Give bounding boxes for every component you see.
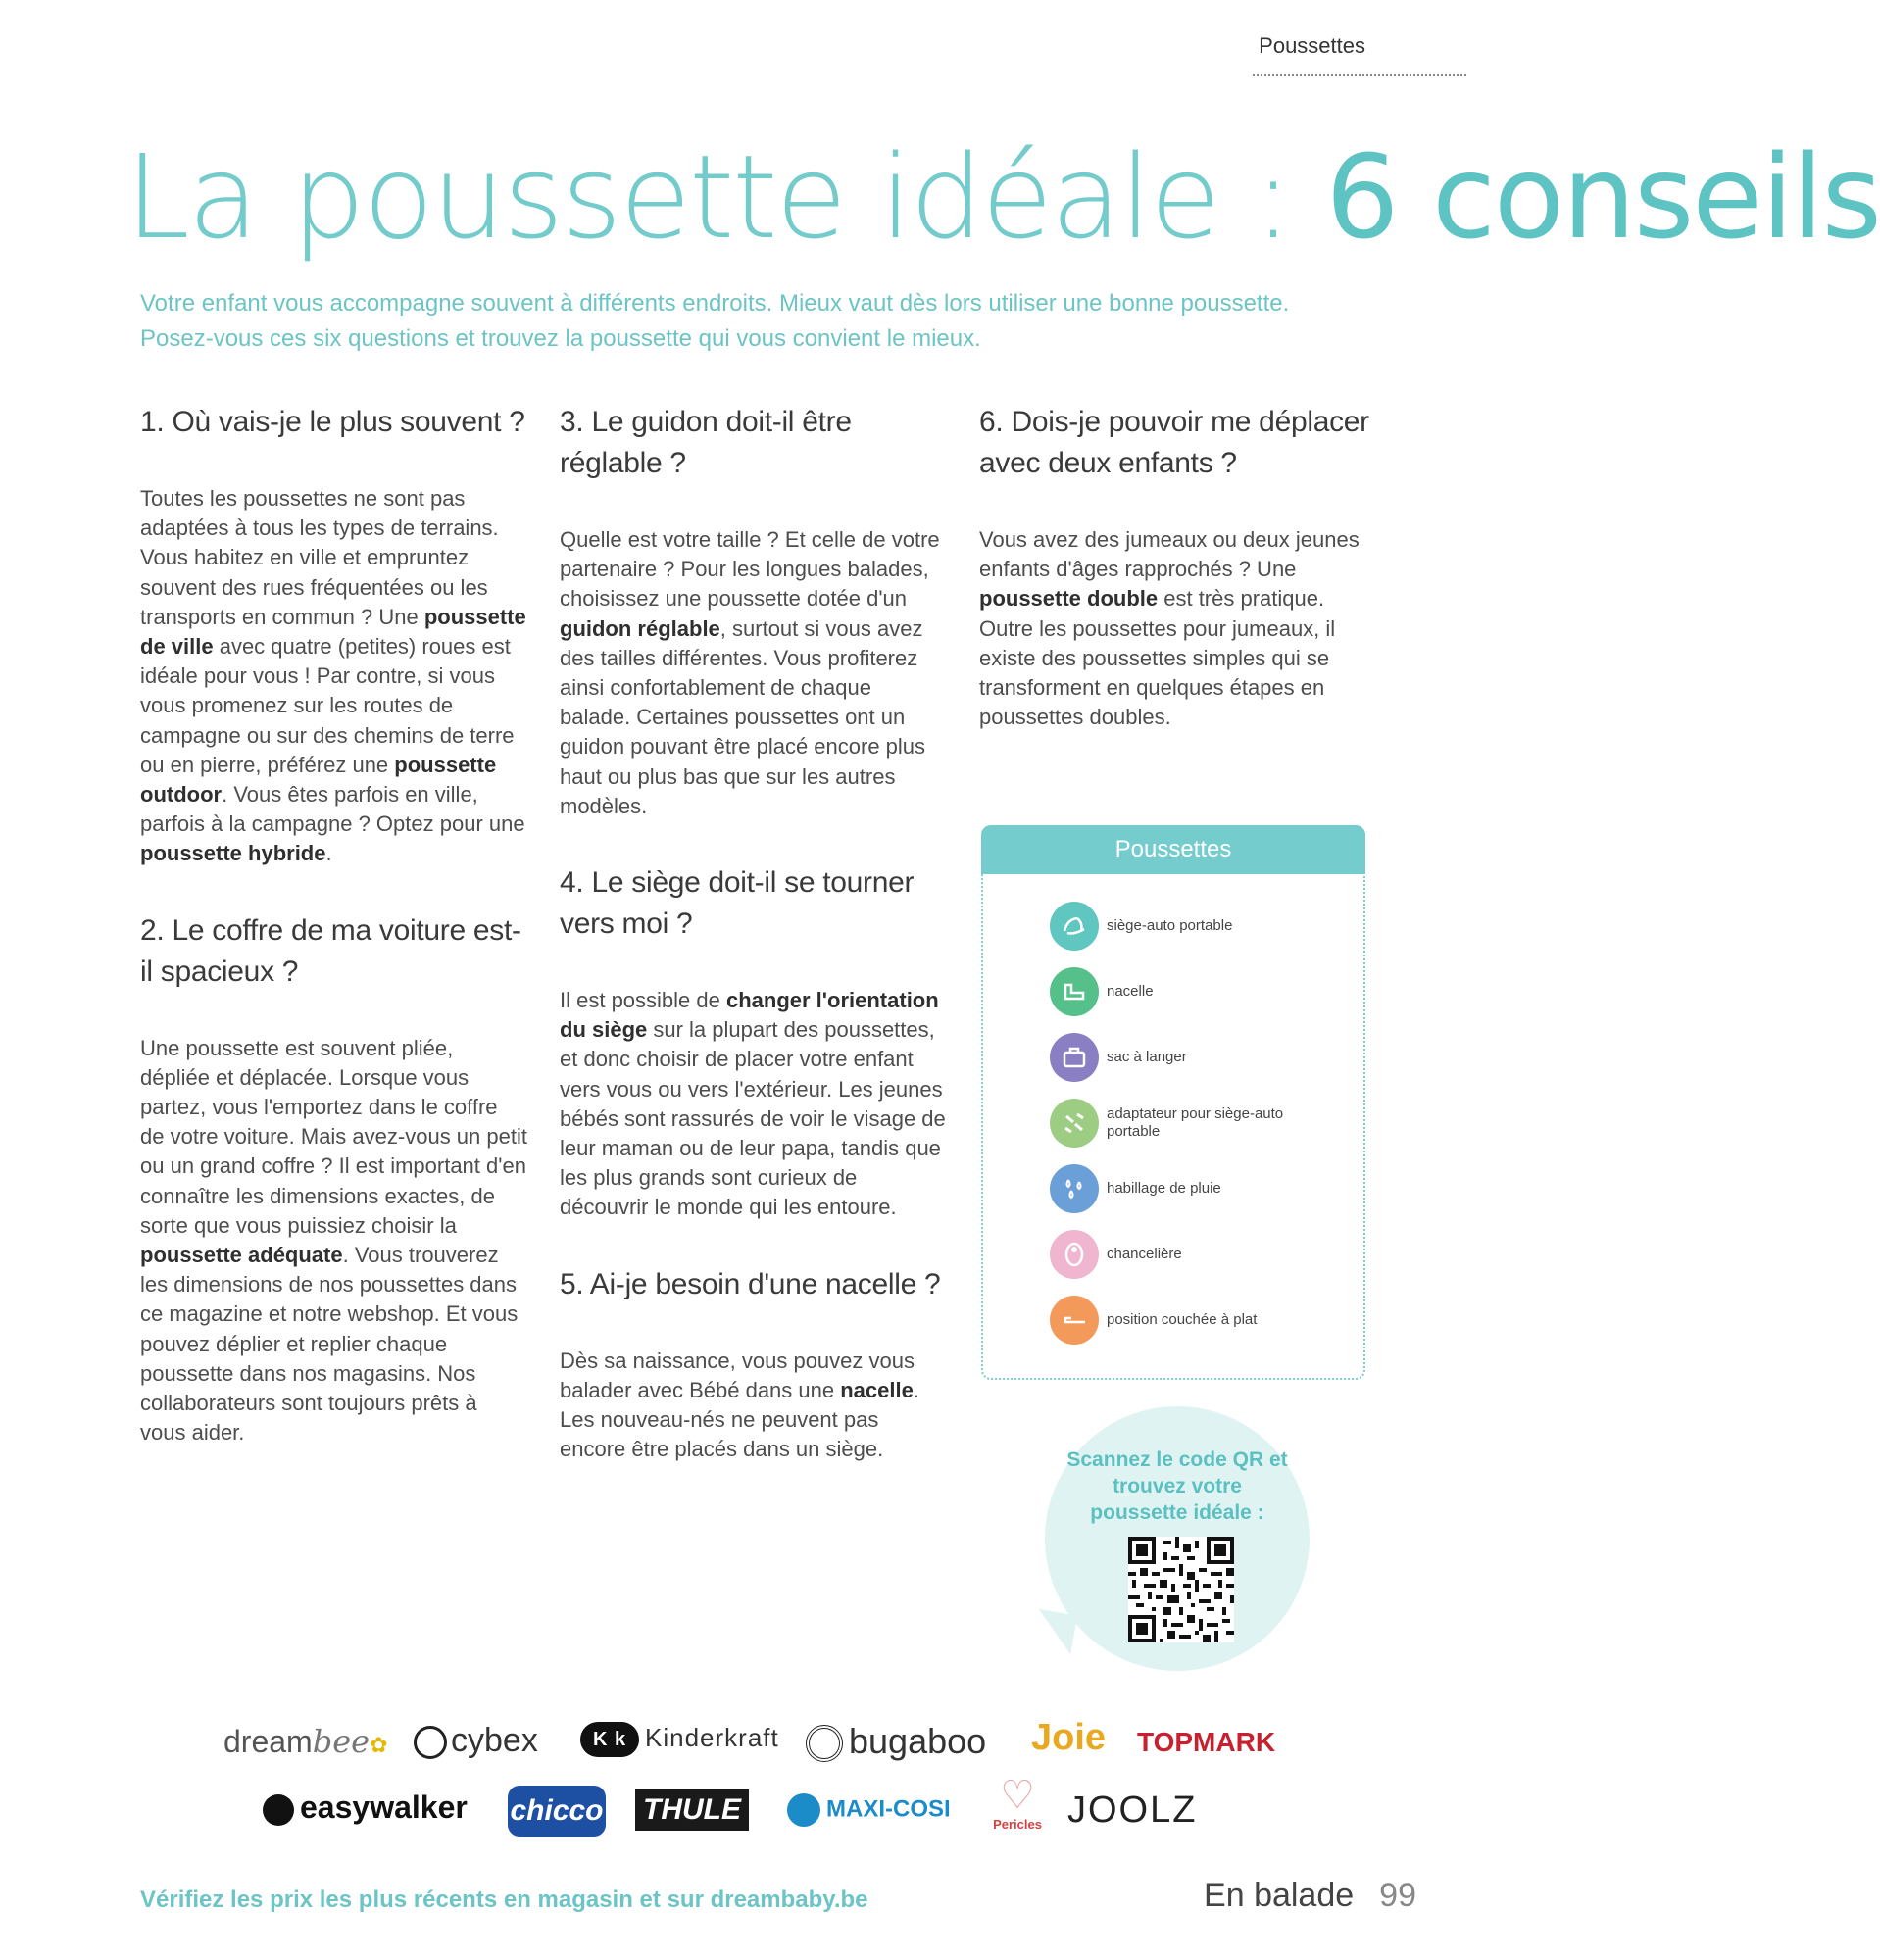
kinderkraft-logo-icon: K k: [580, 1722, 639, 1757]
brand-chicco: chicco: [508, 1786, 606, 1837]
brand-thule: THULE: [635, 1789, 749, 1831]
bugaboo-logo-icon: [806, 1725, 843, 1762]
tip-3-heading: 3. Le guidon doit-il être réglable ?: [560, 406, 852, 479]
brand-cybex: cybex: [414, 1722, 538, 1760]
rain-cover-icon: [1050, 1164, 1099, 1213]
bee-icon: ✿: [370, 1733, 388, 1757]
tip-5-heading: 5. Ai-je besoin d'une nacelle ?: [560, 1267, 941, 1300]
tip-6-body: Vous avez des jumeaux ou deux jeunes enfants d'âges rapprochés ? Une poussette double est très pratique. Outre les poussettes pour jumeaux, il existe des poussettes simples qui se transforment en quelques étapes en poussettes doubles.: [979, 527, 1360, 730]
brand-topmark: TOPMARK: [1137, 1727, 1276, 1757]
brand-maxicosi: MAXI-COSI: [787, 1793, 951, 1827]
flat-position-icon: [1050, 1296, 1099, 1345]
title-part2: 6 conseils: [1325, 129, 1880, 265]
tip-4-body: Il est possible de changer l'orientation du siège sur la plupart des poussettes, et donc choisir de placer votre enfant vers vous ou vers l'extérieur. Les jeunes bébés sont rassurés de voir le visage de leur maman ou de leur papa, tandis que les plus grands sont curieux de découvrir le monde qui les entoure.: [560, 988, 946, 1220]
heart-icon: ♡: [1000, 1774, 1035, 1817]
tip-6-heading: 6. Dois-je pouvoir me déplacer avec deux enfants ?: [979, 406, 1369, 479]
tip-2-heading: 2. Le coffre de ma voiture est-il spacieux ?: [140, 913, 521, 988]
brand-bugaboo: bugaboo: [806, 1721, 986, 1762]
tip-1-body: Toutes les poussettes ne sont pas adaptées à tous les types de terrains. Vous habitez en ville et empruntez souvent des rues fréquentées ou les transports en commun ? Une poussette de ville avec quatre (petites) roues est idéale pour vous ! Par contre, si vous vous promenez sur les routes de campagne ou sur des chemins de terre ou en pierre, préférez une poussette outdoor. Vous êtes parfois en ville, parfois à la campagne ? Optez pour une poussette hybride.: [140, 486, 526, 866]
legend-item: chancelière: [1050, 1230, 1293, 1279]
brand-kinderkraft: K k Kinderkraft: [580, 1722, 779, 1757]
legend-item: habillage de pluie: [1050, 1164, 1293, 1213]
column-2: [560, 402, 947, 1505]
intro-text: Votre enfant vous accompagne souvent à différents endroits. Mieux vaut dès lors utiliser une bonne poussette. Posez-vous ces six questions et trouvez la poussette qui vous convient le mieux.: [140, 290, 1290, 352]
legend-item: position couchée à plat: [1050, 1296, 1293, 1345]
legend-item: adaptateur pour siège-auto portable: [1050, 1099, 1293, 1148]
tip-2-body: Une poussette est souvent pliée, dépliée et déplacée. Lorsque vous partez, vous l'emportez dans le coffre de votre voiture. Mais avez-vous un petit ou un grand coffre ? Il est important d'en connaître les dimensions exactes, de sorte que vous puissiez choisir la poussette adéquate. Vous trouverez les dimensions de nos poussettes dans ce magazine et notre webshop. Et vous pouvez déplier et replier chaque poussette dans nos magasins. Nos collaborateurs sont toujours prêts à vous aider.: [140, 1035, 527, 1446]
cybex-logo-icon: [414, 1726, 447, 1759]
qr-code[interactable]: [1128, 1537, 1234, 1642]
easywalker-logo-icon: [263, 1794, 294, 1826]
footer-note: Vérifiez les prix les plus récents en magasin et sur dreambaby.be: [140, 1886, 868, 1913]
car-seat-icon: [1050, 902, 1099, 951]
changing-bag-icon: [1050, 1033, 1099, 1082]
legend-title: Poussettes: [981, 825, 1365, 874]
page-title: [125, 129, 1880, 265]
tip-3-body: Quelle est votre taille ? Et celle de votre partenaire ? Pour les longues balades, choisissez une poussette dotée d'un guidon réglable, surtout si vous avez des tailles différentes. Vous profiterez ainsi confortablement de chaque balade. Certaines poussettes ont un guidon pouvant être placé encore plus haut ou plus bas que sur les autres modèles.: [560, 527, 940, 818]
footmuff-icon: [1050, 1230, 1099, 1279]
brand-joie: Joie: [1031, 1717, 1107, 1758]
maxicosi-logo-icon: [787, 1793, 820, 1827]
adapter-icon: [1050, 1099, 1099, 1148]
tip-1-heading: 1. Où vais-je le plus souvent ?: [140, 406, 525, 438]
bassinet-icon: [1050, 967, 1099, 1016]
footer-section: En balade 99: [1204, 1877, 1416, 1914]
column-1: [140, 402, 527, 1489]
title-part1: La poussette idéale :: [125, 129, 1326, 265]
brand-easywalker: easywalker: [263, 1789, 468, 1826]
qr-prompt: Scannez le code QR et trouvez votre poussette idéale :: [1066, 1448, 1288, 1524]
tip-4-heading: 4. Le siège doit-il se tourner vers moi ?: [560, 866, 915, 941]
legend-item: sac à langer: [1050, 1033, 1293, 1082]
legend-item: siège-auto portable: [1050, 902, 1293, 951]
brand-dreambee: dreambee✿: [223, 1723, 388, 1760]
page-number: 99: [1379, 1877, 1416, 1914]
brand-joolz: JOOLZ: [1067, 1789, 1198, 1831]
brand-pericles: ♡ Pericles: [988, 1774, 1047, 1832]
column-3: [979, 402, 1381, 773]
legend-item: nacelle: [1050, 967, 1293, 1016]
tip-5-body: Dès sa naissance, vous pouvez vous balader avec Bébé dans une nacelle. Les nouveau-nés ne peuvent pas encore être placés dans un siège.: [560, 1348, 919, 1462]
qr-bubble-tail: [1032, 1609, 1077, 1654]
section-rule: [1253, 74, 1466, 76]
section-tag: Poussettes: [1259, 33, 1365, 58]
